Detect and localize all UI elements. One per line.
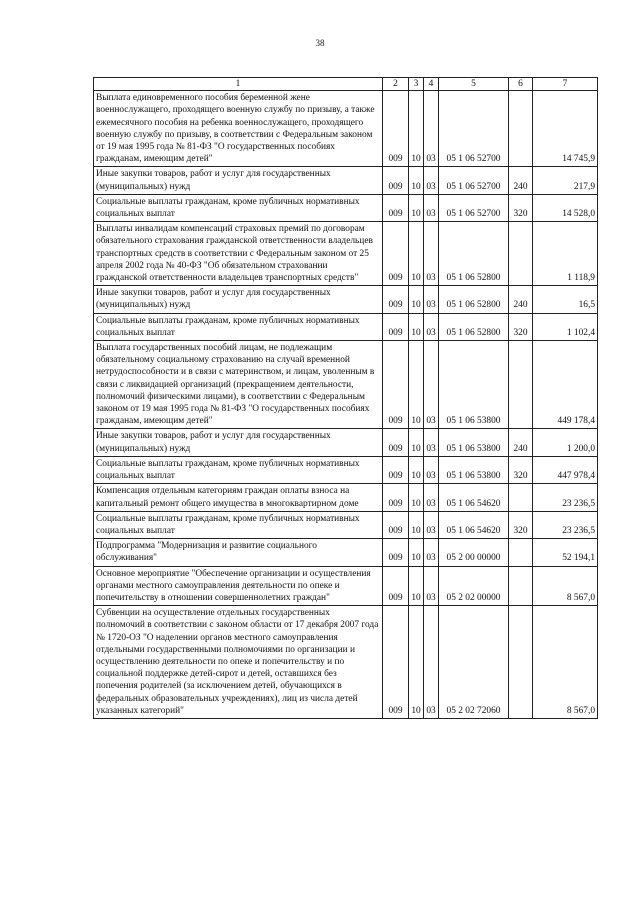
admin-code-cell: 009	[383, 429, 409, 456]
row-name-cell: Подпрограмма "Модернизация и развитие социального обслуживания"	[94, 539, 383, 566]
admin-code-cell: 009	[383, 456, 409, 483]
expense-type-cell: 320	[509, 511, 533, 538]
section-cell: 10	[409, 484, 424, 511]
admin-code-cell: 009	[383, 91, 409, 167]
target-code-cell: 05 1 06 53800	[439, 456, 509, 483]
target-code-cell: 05 2 02 00000	[439, 566, 509, 606]
admin-code-cell: 009	[383, 341, 409, 429]
column-header: 4	[424, 78, 439, 91]
subsection-cell: 03	[424, 91, 439, 167]
column-header: 6	[509, 78, 533, 91]
budget-table	[93, 77, 598, 719]
amount-cell: 8 567,0	[533, 606, 598, 719]
target-code-cell: 05 1 06 54620	[439, 484, 509, 511]
subsection-cell: 03	[424, 606, 439, 719]
amount-cell: 23 236,5	[533, 484, 598, 511]
header-row	[94, 78, 598, 91]
amount-cell: 14 528,0	[533, 194, 598, 221]
row-name-cell: Иные закупки товаров, работ и услуг для государственных (муниципальных) нужд	[94, 429, 383, 456]
expense-type-cell: 320	[509, 313, 533, 340]
expense-type-cell	[509, 606, 533, 719]
expense-type-cell: 320	[509, 194, 533, 221]
column-header: 3	[409, 78, 424, 91]
subsection-cell: 03	[424, 539, 439, 566]
table-row	[94, 606, 598, 719]
target-code-cell: 05 1 06 53800	[439, 429, 509, 456]
section-cell: 10	[409, 429, 424, 456]
admin-code-cell: 009	[383, 484, 409, 511]
admin-code-cell: 009	[383, 539, 409, 566]
row-name-cell: Иные закупки товаров, работ и услуг для государственных (муниципальных) нужд	[94, 167, 383, 194]
section-cell: 10	[409, 511, 424, 538]
expense-type-cell	[509, 484, 533, 511]
column-header: 1	[94, 78, 383, 91]
target-code-cell: 05 1 06 52800	[439, 313, 509, 340]
admin-code-cell: 009	[383, 167, 409, 194]
table-row	[94, 286, 598, 313]
row-name-cell: Социальные выплаты гражданам, кроме публичных нормативных социальных выплат	[94, 313, 383, 340]
section-cell: 10	[409, 456, 424, 483]
target-code-cell: 05 1 06 52700	[439, 194, 509, 221]
amount-cell: 1 102,4	[533, 313, 598, 340]
row-name-cell: Компенсация отдельным категориям граждан оплаты взноса на капитальный ремонт общего имущества в многоквартирном доме	[94, 484, 383, 511]
subsection-cell: 03	[424, 484, 439, 511]
subsection-cell: 03	[424, 341, 439, 429]
subsection-cell: 03	[424, 313, 439, 340]
row-name-cell: Субвенции на осуществление отдельных государственных полномочий в соответствии с законом области от 17 декабря 2007 года № 1720-ОЗ "О наделении органов местного самоуправления отдельными государственными полномочиями по организации и осуществлению деятельности по опеке и попечительству и по социальной поддержке детей-сирот и детей, оставшихся без попечения родителей (за исключением детей, обучающихся в федеральных образовательных учреждениях), лиц из числа детей указанных категорий"	[94, 606, 383, 719]
amount-cell: 16,5	[533, 286, 598, 313]
row-name-cell: Социальные выплаты гражданам, кроме публичных нормативных социальных выплат	[94, 456, 383, 483]
table-row	[94, 341, 598, 429]
table-row	[94, 511, 598, 538]
amount-cell: 449 178,4	[533, 341, 598, 429]
target-code-cell: 05 1 06 52700	[439, 167, 509, 194]
subsection-cell: 03	[424, 194, 439, 221]
target-code-cell: 05 1 06 54620	[439, 511, 509, 538]
table-row	[94, 456, 598, 483]
table-row	[94, 222, 598, 286]
subsection-cell: 03	[424, 222, 439, 286]
target-code-cell: 05 1 06 52700	[439, 91, 509, 167]
amount-cell: 1 200,0	[533, 429, 598, 456]
admin-code-cell: 009	[383, 511, 409, 538]
target-code-cell: 05 2 00 00000	[439, 539, 509, 566]
section-cell: 10	[409, 341, 424, 429]
section-cell: 10	[409, 167, 424, 194]
admin-code-cell: 009	[383, 286, 409, 313]
subsection-cell: 03	[424, 286, 439, 313]
table-row	[94, 566, 598, 606]
target-code-cell: 05 2 02 72060	[439, 606, 509, 719]
amount-cell: 447 978,4	[533, 456, 598, 483]
row-name-cell: Выплата государственных пособий лицам, не подлежащим обязательному социальному страхованию на случай временной нетрудоспособности и в связи с материнством, и лицам, уволенным в связи с ликвидацией организаций (прекращением деятельности, полномочий физическими лицами), в соответствии с Федеральным законом от 19 мая 1995 года № 81-ФЗ "О государственных пособиях гражданам, имеющим детей"	[94, 341, 383, 429]
table-row	[94, 91, 598, 167]
admin-code-cell: 009	[383, 194, 409, 221]
target-code-cell: 05 1 06 52800	[439, 286, 509, 313]
section-cell: 10	[409, 222, 424, 286]
section-cell: 10	[409, 539, 424, 566]
section-cell: 10	[409, 286, 424, 313]
amount-cell: 14 745,9	[533, 91, 598, 167]
row-name-cell: Иные закупки товаров, работ и услуг для государственных (муниципальных) нужд	[94, 286, 383, 313]
row-name-cell: Основное мероприятие "Обеспечение организации и осуществления органами местного самоуправления деятельности по опеке и попечительству в отношении совершеннолетних граждан"	[94, 566, 383, 606]
amount-cell: 217,9	[533, 167, 598, 194]
amount-cell: 23 236,5	[533, 511, 598, 538]
expense-type-cell	[509, 222, 533, 286]
amount-cell: 8 567,0	[533, 566, 598, 606]
amount-cell: 1 118,9	[533, 222, 598, 286]
table-row	[94, 484, 598, 511]
column-header: 2	[383, 78, 409, 91]
target-code-cell: 05 1 06 52800	[439, 222, 509, 286]
table-row	[94, 167, 598, 194]
section-cell: 10	[409, 91, 424, 167]
target-code-cell: 05 1 06 53800	[439, 341, 509, 429]
expense-type-cell	[509, 91, 533, 167]
subsection-cell: 03	[424, 566, 439, 606]
page-number: 38	[315, 38, 325, 48]
section-cell: 10	[409, 194, 424, 221]
admin-code-cell: 009	[383, 606, 409, 719]
table-row	[94, 194, 598, 221]
expense-type-cell	[509, 566, 533, 606]
table-row	[94, 313, 598, 340]
subsection-cell: 03	[424, 511, 439, 538]
admin-code-cell: 009	[383, 222, 409, 286]
section-cell: 10	[409, 566, 424, 606]
row-name-cell: Социальные выплаты гражданам, кроме публичных нормативных социальных выплат	[94, 511, 383, 538]
row-name-cell: Выплата единовременного пособия беременной жене военнослужащего, проходящего военную службу по призыву, а также ежемесячного пособия на ребенка военнослужащего, проходящего военную службу по призыву, в соответствии с Федеральным законом от 19 мая 1995 года № 81-ФЗ "О государственных пособиях гражданам, имеющим детей"	[94, 91, 383, 167]
expense-type-cell: 240	[509, 167, 533, 194]
row-name-cell: Социальные выплаты гражданам, кроме публичных нормативных социальных выплат	[94, 194, 383, 221]
subsection-cell: 03	[424, 429, 439, 456]
table-row	[94, 539, 598, 566]
table-row	[94, 429, 598, 456]
amount-cell: 52 194,1	[533, 539, 598, 566]
expense-type-cell: 320	[509, 456, 533, 483]
column-header: 5	[439, 78, 509, 91]
subsection-cell: 03	[424, 167, 439, 194]
row-name-cell: Выплаты инвалидам компенсаций страховых премий по договорам обязательного страхования гражданской ответственности владельцев транспортных средств в соответствии с Федеральным законом от 25 апреля 2002 года № 40-ФЗ "Об обязательном страховании гражданской ответственности владельцев транспортных средств"	[94, 222, 383, 286]
expense-type-cell: 240	[509, 429, 533, 456]
expense-type-cell	[509, 539, 533, 566]
admin-code-cell: 009	[383, 313, 409, 340]
expense-type-cell	[509, 341, 533, 429]
expense-type-cell: 240	[509, 286, 533, 313]
admin-code-cell: 009	[383, 566, 409, 606]
section-cell: 10	[409, 313, 424, 340]
column-header: 7	[533, 78, 598, 91]
section-cell: 10	[409, 606, 424, 719]
subsection-cell: 03	[424, 456, 439, 483]
